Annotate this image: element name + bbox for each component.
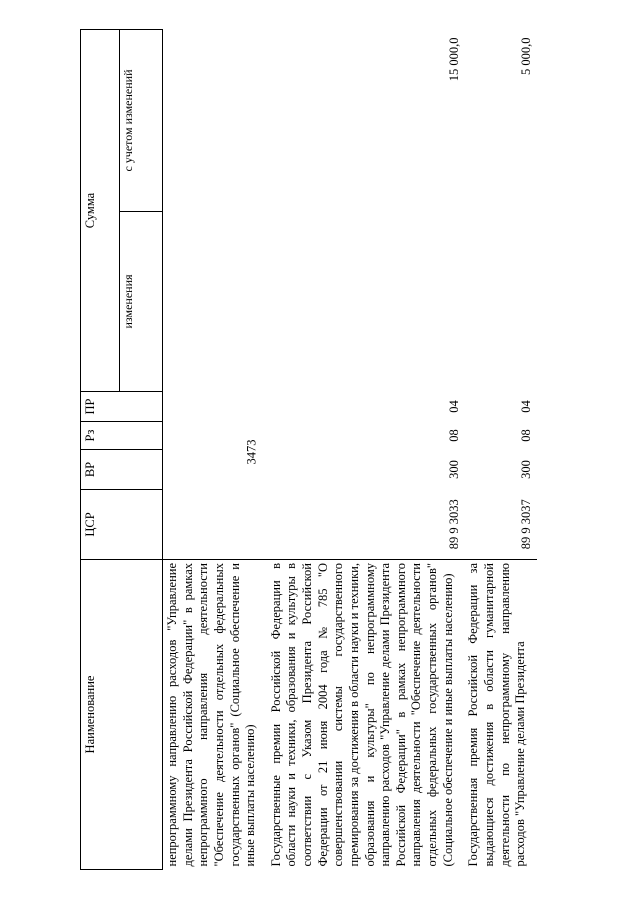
row-pr: 04 — [446, 400, 461, 413]
row-with-changes: 15 000,0 — [446, 37, 461, 82]
row-csr — [163, 490, 267, 560]
rotated-page — [80, 30, 606, 870]
row-rz: 08 — [446, 429, 461, 442]
table-row — [267, 30, 465, 870]
row-change — [163, 212, 267, 392]
row-change — [267, 212, 465, 392]
row-name: Государственная премия Российской Федерации за выдающиеся достижения в области гуманитарной деятельности по непрограммному направлению расходов "Управление делами Президента — [464, 560, 537, 870]
row-csr: 89 9 3033 — [446, 499, 461, 550]
header-with-changes: с учетом изменений — [120, 30, 163, 212]
row-with-changes: 5 000,0 — [519, 37, 534, 75]
page-number: 3473 — [244, 439, 259, 465]
header-rz: Рз — [81, 422, 163, 450]
header-sum: Сумма — [81, 30, 120, 392]
row-name: непрограммному направлению расходов "Управление делами Президента Российской Федерации" в рамках непрограммного направления деятельности "Обеспечение деятельности отдельных федеральных государственных органов" (Социальное обеспечение и иные выплаты населению) — [163, 560, 267, 870]
row-with-changes — [163, 30, 267, 212]
header-csr: ЦСР — [81, 490, 163, 560]
row-change — [464, 212, 537, 392]
header-change: изменения — [120, 212, 163, 392]
row-name: Государственные премии Российской Федерации в области науки и техники, образования и культуры в соответствии с Указом Президента Российской Федерации от 21 июня 2004 года № 785 "О совершенствовании системы государственного премирования за достижения в области науки и техники, образования и культуры" по непрограммному направлению расходов "Управление делами Президента Российской Федерации" в рамках непрограммного направления деятельности "Обеспечение деятельности отдельных федеральных государственных органов" (Социальное обеспечение и иные выплаты населению) — [267, 560, 465, 870]
budget-table — [80, 29, 537, 870]
row-csr: 89 9 3037 — [519, 499, 534, 550]
row-vr: 300 — [519, 460, 534, 479]
header-name: Наименование — [81, 560, 163, 870]
table-row — [163, 30, 267, 870]
row-vr — [163, 450, 267, 490]
row-pr: 04 — [519, 400, 534, 413]
header-pr: ПР — [81, 392, 163, 422]
row-rz — [163, 422, 267, 450]
table-row — [464, 30, 537, 870]
row-pr — [163, 392, 267, 422]
header-vr: ВР — [81, 450, 163, 490]
row-vr: 300 — [446, 460, 461, 479]
row-rz: 08 — [519, 429, 534, 442]
